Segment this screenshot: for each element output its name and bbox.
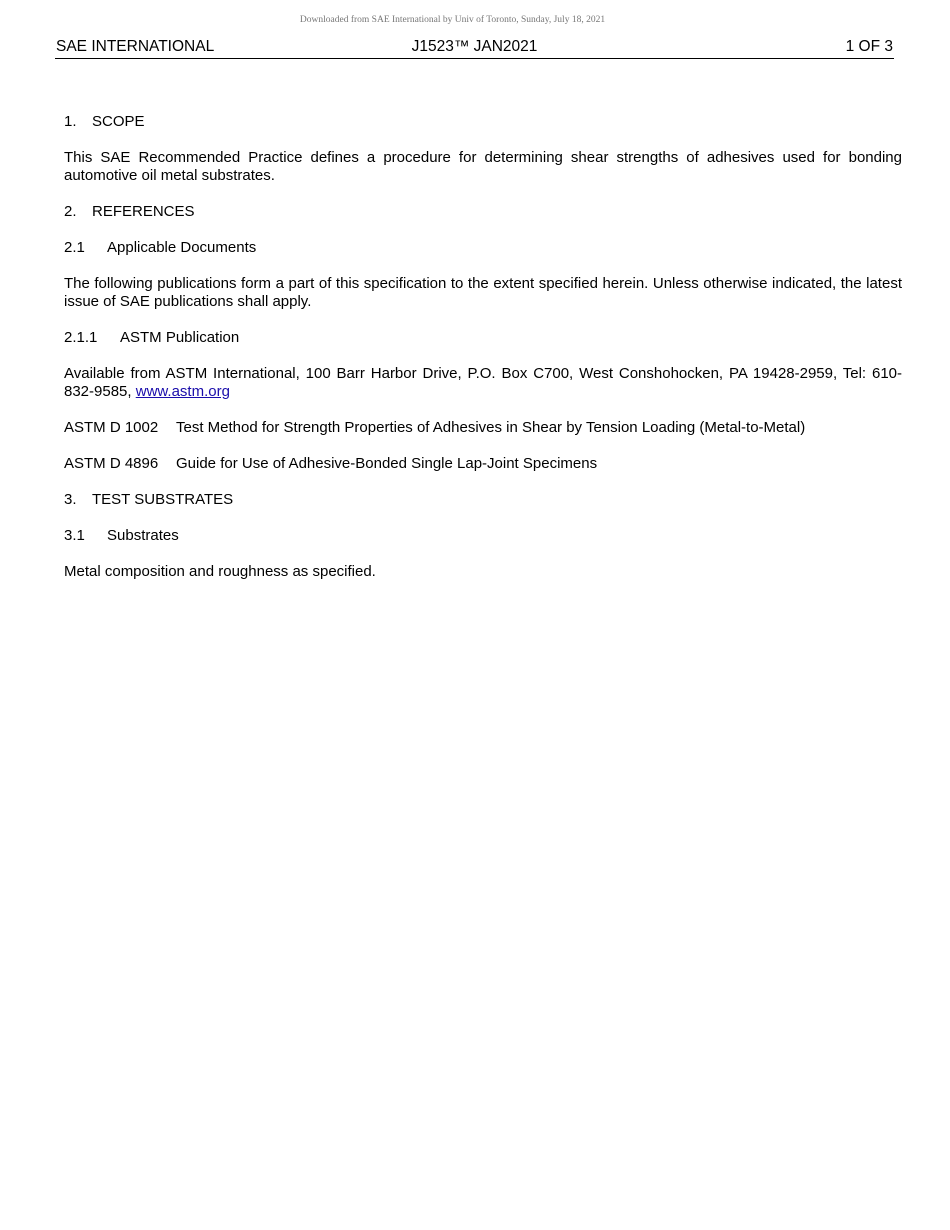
astm-website-link[interactable]: www.astm.org [135,383,230,400]
document-body [64,113,902,599]
astm-availability-text: Available from ASTM International, 100 Barr Harbor Drive, P.O. Box C700, West Conshohocken, PA 19428-2959, Tel: 610-832-9585, [64,365,902,400]
header-organization: SAE INTERNATIONAL [56,38,215,55]
section-number: 2. [64,203,77,220]
reference-code: ASTM D 1002 [64,419,159,436]
section-3-heading [64,491,902,509]
astm-availability-paragraph [64,365,902,401]
section-number: 3. [64,491,77,508]
reference-code: ASTM D 4896 [64,455,159,472]
section-title: ASTM Publication [120,329,240,346]
section-2-1-heading [64,239,902,257]
download-watermark: Downloaded from SAE International by Univ of Toronto, Sunday, July 18, 2021 [299,15,606,25]
section-number: 2.1 [64,239,85,256]
scope-paragraph: This SAE Recommended Practice defines a procedure for determining shear strengths of adhesives used for bonding automotive oil metal substrates. [64,149,902,184]
applicable-documents-paragraph: The following publications form a part of this specification to the extent specified herein. Unless otherwise indicated, the latest issue of SAE publications shall apply. [64,275,902,310]
reference-title: Test Method for Strength Properties of Adhesives in Shear by Tension Loading (Metal-to-Metal) [176,419,806,436]
section-3-1-heading [64,527,902,545]
section-2-heading [64,203,902,221]
section-title: SCOPE [92,113,145,130]
section-title: REFERENCES [92,203,195,220]
section-number: 2.1.1 [64,329,98,346]
page-header [55,38,894,59]
section-2-1-1-heading [64,329,902,347]
reference-item [64,419,902,437]
section-title: Substrates [107,527,179,544]
header-page-number: 1 OF 3 [845,38,893,55]
reference-title: Guide for Use of Adhesive-Bonded Single Lap-Joint Specimens [176,455,598,472]
section-number: 1. [64,113,77,130]
section-1-heading [64,113,902,131]
header-document-id: J1523™ JAN2021 [411,38,538,55]
substrates-paragraph: Metal composition and roughness as specified. [64,563,376,580]
reference-item [64,455,902,473]
section-title: Applicable Documents [107,239,257,256]
section-title: TEST SUBSTRATES [92,491,234,508]
section-number: 3.1 [64,527,85,544]
